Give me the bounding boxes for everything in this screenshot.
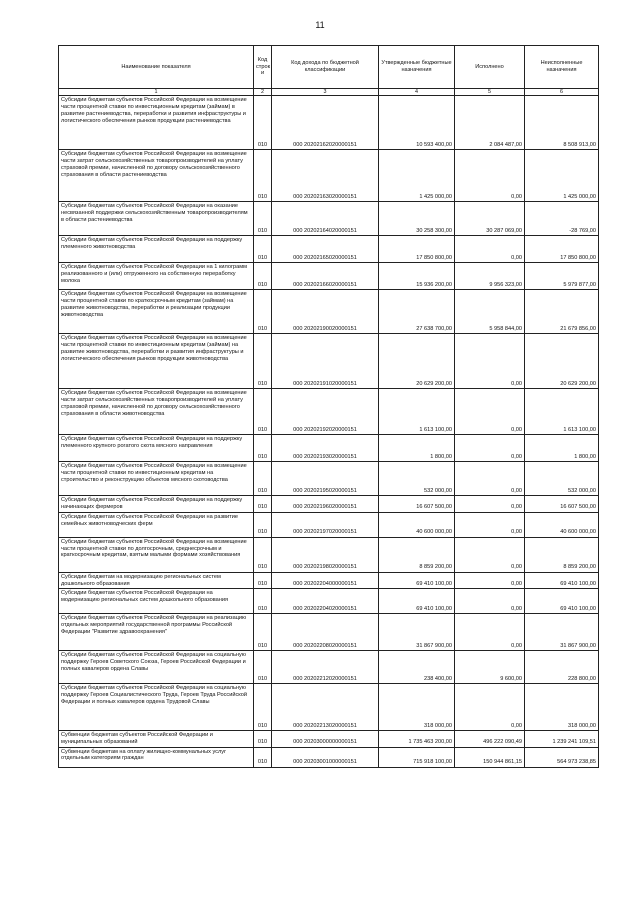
- unexecuted-amount: 5 979 877,00: [525, 263, 599, 290]
- indicator-name: Субвенции бюджетам на оплату жилищно-коммунальных услуг отдельным категориям граждан: [59, 747, 254, 767]
- income-code: 000 20202204020000151: [272, 589, 379, 614]
- line-code: 010: [254, 747, 272, 767]
- executed-amount: 0,00: [455, 614, 525, 651]
- approved-amount: 318 000,00: [379, 684, 455, 731]
- unexecuted-amount: 228 800,00: [525, 651, 599, 684]
- unexecuted-amount: 1 613 100,00: [525, 389, 599, 435]
- table-row: [59, 389, 599, 435]
- unexecuted-amount: -28 769,00: [525, 202, 599, 236]
- indicator-name: Субсидии бюджетам субъектов Российской Федерации на возмещение части процентной ставки по инвестиционным кредитам (займам) в развитие растениеводства, переработки и развития инфраструктуры и логистического обеспечения рынков продукции растениеводства: [59, 96, 254, 150]
- table-row: [59, 572, 599, 588]
- header-line-code: Код строк и: [254, 46, 272, 89]
- header-income-code: Код дохода по бюджетной классификации: [272, 46, 379, 89]
- unexecuted-amount: 17 850 800,00: [525, 236, 599, 263]
- header-executed: Исполнено: [455, 46, 525, 89]
- executed-amount: 0,00: [455, 462, 525, 496]
- unexecuted-amount: 8 508 913,00: [525, 96, 599, 150]
- line-code: 010: [254, 435, 272, 462]
- table-row: [59, 684, 599, 731]
- header-unexecuted: Неисполненные назначения: [525, 46, 599, 89]
- unexecuted-amount: 564 973 238,85: [525, 747, 599, 767]
- indicator-name: Субвенции бюджетам субъектов Российской Федерации и муниципальных образований: [59, 731, 254, 747]
- table-row: [59, 462, 599, 496]
- executed-amount: 5 958 844,00: [455, 290, 525, 334]
- line-code: 010: [254, 651, 272, 684]
- table-row: [59, 150, 599, 202]
- table-row: [59, 435, 599, 462]
- indicator-name: Субсидии бюджетам субъектов Российской Федерации на возмещение части процентной ставки по долгосрочным, среднесрочным и краткосрочным кредитам, взятым малыми формами хозяйствования: [59, 537, 254, 572]
- executed-amount: 0,00: [455, 389, 525, 435]
- indicator-name: Субсидии бюджетам субъектов Российской Федерации на возмещение части процентной ставки по краткосрочным кредитам (займам) на развитие животноводства, переработки и реализации продукции животноводства: [59, 290, 254, 334]
- indicator-name: Субсидии бюджетам субъектов Российской Федерации на социальную поддержку Героев Социалистического Труда, Героев Труда Российской Федерации и полных кавалеров ордена Трудовой Славы: [59, 684, 254, 731]
- line-code: 010: [254, 462, 272, 496]
- header-approved: Утвержденные бюджетные назначения: [379, 46, 455, 89]
- approved-amount: 715 918 100,00: [379, 747, 455, 767]
- unexecuted-amount: 20 629 200,00: [525, 334, 599, 389]
- indicator-name: Субсидии бюджетам на модернизацию региональных систем дошкольного образования: [59, 572, 254, 588]
- approved-amount: 69 410 100,00: [379, 572, 455, 588]
- line-code: 010: [254, 731, 272, 747]
- executed-amount: 0,00: [455, 334, 525, 389]
- table-row: [59, 496, 599, 512]
- income-code: 000 20202162020000151: [272, 96, 379, 150]
- line-code: 010: [254, 290, 272, 334]
- table-header-row: [59, 46, 599, 89]
- line-code: 010: [254, 150, 272, 202]
- indicator-name: Субсидии бюджетам субъектов Российской Федерации на модернизацию региональных систем дошкольного образования: [59, 589, 254, 614]
- approved-amount: 1 800,00: [379, 435, 455, 462]
- unexecuted-amount: 1 425 000,00: [525, 150, 599, 202]
- approved-amount: 10 593 400,00: [379, 96, 455, 150]
- line-code: 010: [254, 96, 272, 150]
- table-row: [59, 614, 599, 651]
- income-code: 000 20203000000000151: [272, 731, 379, 747]
- executed-amount: 2 084 487,00: [455, 96, 525, 150]
- approved-amount: 1 613 100,00: [379, 389, 455, 435]
- executed-amount: 9 600,00: [455, 651, 525, 684]
- budget-execution-table: [58, 45, 599, 768]
- line-code: 010: [254, 589, 272, 614]
- executed-amount: 496 222 090,49: [455, 731, 525, 747]
- income-code: 000 20202166020000151: [272, 263, 379, 290]
- line-code: 010: [254, 389, 272, 435]
- table-row: [59, 731, 599, 747]
- line-code: 010: [254, 202, 272, 236]
- indicator-name: Субсидии бюджетам субъектов Российской Федерации на реализацию отдельных мероприятий государственной программы Российской Федерации "Развитие здравоохранения": [59, 614, 254, 651]
- unexecuted-amount: 69 410 100,00: [525, 589, 599, 614]
- line-code: 010: [254, 236, 272, 263]
- executed-amount: 30 287 069,00: [455, 202, 525, 236]
- approved-amount: 16 607 500,00: [379, 496, 455, 512]
- income-code: 000 20202195020000151: [272, 462, 379, 496]
- line-code: 010: [254, 614, 272, 651]
- executed-amount: 150 944 861,15: [455, 747, 525, 767]
- income-code: 000 20202191020000151: [272, 334, 379, 389]
- line-code: 010: [254, 334, 272, 389]
- approved-amount: 30 258 300,00: [379, 202, 455, 236]
- line-code: 010: [254, 512, 272, 537]
- approved-amount: 17 850 800,00: [379, 236, 455, 263]
- approved-amount: 15 936 200,00: [379, 263, 455, 290]
- unexecuted-amount: 318 000,00: [525, 684, 599, 731]
- income-code: 000 20202192020000151: [272, 389, 379, 435]
- column-number: 6: [525, 89, 599, 96]
- executed-amount: 9 956 323,00: [455, 263, 525, 290]
- table-row: [59, 236, 599, 263]
- income-code: 000 20202164020000151: [272, 202, 379, 236]
- column-number-row: [59, 89, 599, 96]
- approved-amount: 40 600 000,00: [379, 512, 455, 537]
- header-name: Наименование показателя: [59, 46, 254, 89]
- income-code: 000 20202204000000151: [272, 572, 379, 588]
- indicator-name: Субсидии бюджетам субъектов Российской Федерации на возмещение части процентной ставки по инвестиционным кредитам (займам) на развитие животноводства, переработки и развития инфраструктуры и логистического обеспечения рынков продукции животноводства: [59, 334, 254, 389]
- page-number: 11: [315, 20, 325, 30]
- line-code: 010: [254, 537, 272, 572]
- table-row: [59, 589, 599, 614]
- table-row: [59, 202, 599, 236]
- income-code: 000 20202208020000151: [272, 614, 379, 651]
- executed-amount: 0,00: [455, 589, 525, 614]
- indicator-name: Субсидии бюджетам субъектов Российской Федерации на развитие семейных животноводческих ферм: [59, 512, 254, 537]
- executed-amount: 0,00: [455, 512, 525, 537]
- unexecuted-amount: 16 607 500,00: [525, 496, 599, 512]
- income-code: 000 20202193020000151: [272, 435, 379, 462]
- executed-amount: 0,00: [455, 537, 525, 572]
- unexecuted-amount: 31 867 900,00: [525, 614, 599, 651]
- approved-amount: 27 638 700,00: [379, 290, 455, 334]
- executed-amount: 0,00: [455, 435, 525, 462]
- line-code: 010: [254, 496, 272, 512]
- approved-amount: 20 629 200,00: [379, 334, 455, 389]
- executed-amount: 0,00: [455, 684, 525, 731]
- income-code: 000 20202196020000151: [272, 496, 379, 512]
- indicator-name: Субсидии бюджетам субъектов Российской Федерации на 1 килограмм реализованного и (или) отгруженного на собственную переработку молока: [59, 263, 254, 290]
- column-number: 1: [59, 89, 254, 96]
- income-code: 000 20202163020000151: [272, 150, 379, 202]
- table-row: [59, 334, 599, 389]
- approved-amount: 31 867 900,00: [379, 614, 455, 651]
- approved-amount: 532 000,00: [379, 462, 455, 496]
- column-number: 4: [379, 89, 455, 96]
- income-code: 000 20202190020000151: [272, 290, 379, 334]
- income-code: 000 20202198020000151: [272, 537, 379, 572]
- executed-amount: 0,00: [455, 150, 525, 202]
- table-row: [59, 263, 599, 290]
- indicator-name: Субсидии бюджетам субъектов Российской Федерации на возмещение части процентной ставки по инвестиционным кредитам на строительство и реконструкцию объектов мясного скотоводства: [59, 462, 254, 496]
- approved-amount: 238 400,00: [379, 651, 455, 684]
- approved-amount: 8 859 200,00: [379, 537, 455, 572]
- table-row: [59, 96, 599, 150]
- unexecuted-amount: 1 800,00: [525, 435, 599, 462]
- approved-amount: 1 425 000,00: [379, 150, 455, 202]
- line-code: 010: [254, 263, 272, 290]
- unexecuted-amount: 69 410 100,00: [525, 572, 599, 588]
- income-code: 000 20202197020000151: [272, 512, 379, 537]
- approved-amount: 1 735 463 200,00: [379, 731, 455, 747]
- unexecuted-amount: 40 600 000,00: [525, 512, 599, 537]
- income-code: 000 20203001000000151: [272, 747, 379, 767]
- indicator-name: Субсидии бюджетам субъектов Российской Федерации на поддержку начинающих фермеров: [59, 496, 254, 512]
- indicator-name: Субсидии бюджетам субъектов Российской Федерации на оказание несвязанной поддержки сельскохозяйственным товаропроизводителям в области растениеводства: [59, 202, 254, 236]
- table-row: [59, 651, 599, 684]
- unexecuted-amount: 8 859 200,00: [525, 537, 599, 572]
- indicator-name: Субсидии бюджетам субъектов Российской Федерации на возмещение части затрат сельскохозяйственных товаропроизводителей на уплату страховой премии, начисленной по договору сельскохозяйственного страхования в области животноводства: [59, 389, 254, 435]
- indicator-name: Субсидии бюджетам субъектов Российской Федерации на возмещение части затрат сельскохозяйственных товаропроизводителей на уплату страховой премии, начисленной по договору сельскохозяйственного страхования в области растениеводства: [59, 150, 254, 202]
- table-row: [59, 512, 599, 537]
- line-code: 010: [254, 572, 272, 588]
- approved-amount: 69 410 100,00: [379, 589, 455, 614]
- indicator-name: Субсидии бюджетам субъектов Российской Федерации на поддержку племенного животноводства: [59, 236, 254, 263]
- executed-amount: 0,00: [455, 496, 525, 512]
- unexecuted-amount: 1 239 241 109,51: [525, 731, 599, 747]
- indicator-name: Субсидии бюджетам субъектов Российской Федерации на поддержку племенного крупного рогатого скота мясного направления: [59, 435, 254, 462]
- unexecuted-amount: 532 000,00: [525, 462, 599, 496]
- income-code: 000 20202213020000151: [272, 684, 379, 731]
- column-number: 5: [455, 89, 525, 96]
- table-row: [59, 290, 599, 334]
- indicator-name: Субсидии бюджетам субъектов Российской Федерации на социальную поддержку Героев Советского Союза, Героев Российской Федерации и полных кавалеров ордена Славы: [59, 651, 254, 684]
- column-number: 3: [272, 89, 379, 96]
- line-code: 010: [254, 684, 272, 731]
- income-code: 000 20202212020000151: [272, 651, 379, 684]
- column-number: 2: [254, 89, 272, 96]
- executed-amount: 0,00: [455, 572, 525, 588]
- executed-amount: 0,00: [455, 236, 525, 263]
- unexecuted-amount: 21 679 856,00: [525, 290, 599, 334]
- income-code: 000 20202165020000151: [272, 236, 379, 263]
- table-row: [59, 537, 599, 572]
- table-row: [59, 747, 599, 767]
